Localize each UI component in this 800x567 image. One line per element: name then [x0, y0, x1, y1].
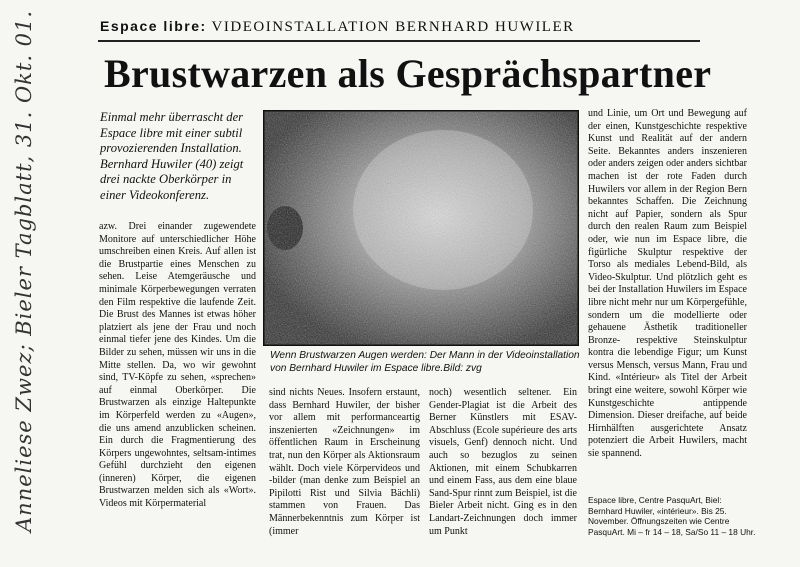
- kicker-rule: [98, 40, 700, 42]
- headline: Brustwarzen als Gesprächspartner: [104, 51, 712, 96]
- video-still-photo: [263, 110, 579, 346]
- body-column-4: und Linie, um Ort und Bewegung auf der einen, Kunstgeschichte respektive Kunst und Realität auf der andern Seite. Bekanntes anders inszenieren oder anders zeigen oder anders sichtbar machen ist der rote Faden durch Huwilers vor allem in der Region Bern bekanntes Schaffen. Die Zeichnung nicht auf Papier, sondern als Spur durch den realen Raum zum Beispiel oder, wie nun im Espace libre, die figürliche Skulptur respektive der Torso als mediales Lebend-Bild, als Video-Skulptur. Und plötzlich geht es bei der Installation Huwilers im Espace libre nicht mehr nur um Körpergefühle, sondern um die modellierte oder gehauene Ästhetik traditioneller Bronze- respektive Steinskulptur kontra die lebendige Figur; um Kunst versus Mensch, versus Mann, Frau und Kind. «Intérieur» als Titel der Arbeit bringt eine weitere, sowohl Körper wie Kunstgeschichte antippende Dimension. Dieser dreifache, auf beide Hirnhälften ausgerichtete Ansatz potenziert die Arbeit Huwilers, macht sie spannend.: [588, 108, 747, 460]
- lead-paragraph: Einmal mehr überrascht der Espace libre mit einer subtil provozierenden Installation. Bernhard Huwiler (40) zeigt drei nackte Oberkörper in einer Videokonferenz.: [100, 110, 244, 202]
- photo-caption: Wenn Brustwarzen Augen werden: Der Mann in der Videoinstallation von Bernhard Huwiler im Espace libre.Bild: zvg: [270, 350, 580, 374]
- kicker-topic: VIDEOINSTALLATION BERNHARD HUWILER: [211, 19, 575, 35]
- body-column-2: sind nichts Neues. Insofern erstaunt, dass Bernhard Huwiler, der bisher vor allem mit performanceartig inszenierten «Zeichnungen» im öffentlichen Raum in Erscheinung trat, nun den Körper als Aktionsraum wählt. Doch viele Körpervideos und -bilder (man denke zum Beispiel an Pipilotti Rist und Silvia Bächli) stammen von Frauen. Das Männerbekenntnis zum Körper ist (immer: [269, 387, 420, 537]
- kicker-line: [100, 18, 700, 40]
- handwritten-source-note: Anneliese Zwez; Bieler Tagblatt, 31. Okt. 01.: [12, 9, 36, 532]
- exhibition-info-box: Espace libre, Centre PasquArt, Biel: Bernhard Huwiler, «intérieur». Bis 25. November. Öffnungszeiten wie Centre PasquArt. Mi – fr 14 – 18, Sa/So 11 – 18 Uhr.: [588, 495, 756, 537]
- kicker-section: Espace libre:: [100, 18, 207, 34]
- body-column-3: noch) wesentlich seltener. Ein Gender-Plagiat ist die Arbeit des Berner Künstlers mit ESAV-Abschluss (Ecole supérieure des arts visuels, Genf) dennoch nicht. Und auch so bezuglos zu seinen Aktionen, mit einem Schubkarren und einem Fass, aus dem eine blaue Sand-Spur rinnt zum Beispiel, ist die Bieler Arbeit nicht. Ging es in den Landart-Zeichnungen doch immer um Punkt: [429, 387, 577, 537]
- body-column-1: azw. Drei einander zugewendete Monitore auf unterschiedlicher Höhe umschreiben einen Kreis. Auf allen ist die Brustpartie eines Menschen zu sehen. Leise Atemgeräusche und minimale Körperbewegungen verraten den Film respektive die laufende Zeit. Die Brust des Mannes ist etwas höher platziert als jene der Frau und noch einmal tiefer jene des Kindes. Um die Bilder zu sehen, müssen wir uns in die Mitte stellen. Da, wo wir gewohnt sind, TV-Köpfe zu sehen, «sprechen» auf einmal Oberkörper. Die Brustwarzen als einzige Haltepunkte im Körperfeld werden zu «Augen», die uns amend anzublicken scheinen. Ein durch die Fragmentierung des Körpers ungewohntes, seltsam-intimes Gefühl durchzieht den eigenen (inneren) Körper, die eigenen Brustwarzen melden sich als «Wort». Videos mit Körpermaterial: [99, 221, 256, 510]
